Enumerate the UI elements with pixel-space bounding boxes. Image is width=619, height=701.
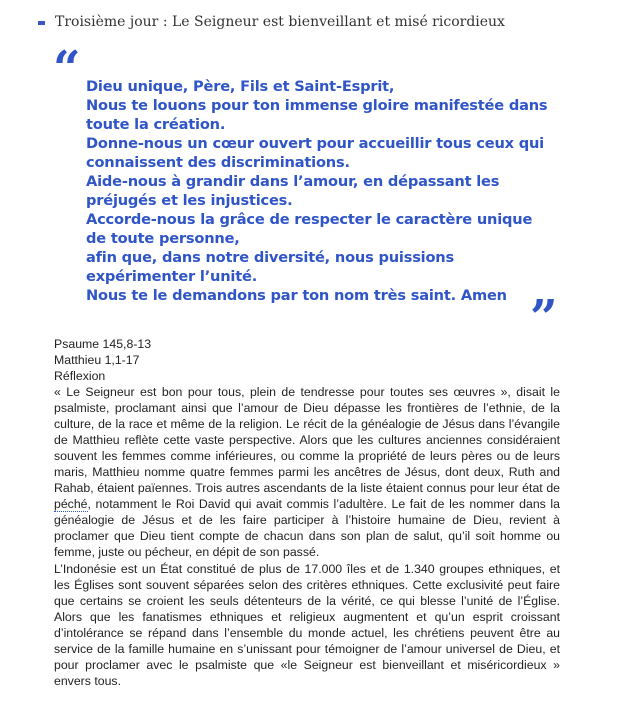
gospel-reference: Matthieu 1,1-17	[54, 353, 140, 367]
scripture-references	[54, 336, 151, 384]
open-quote-icon: “	[53, 41, 81, 97]
prayer-line: afin que, dans notre diversité, nous puissions	[86, 249, 454, 266]
prayer-line: de toute personne,	[86, 230, 240, 247]
prayer-line: Dieu unique, Père, Fils et Saint-Esprit,	[86, 78, 395, 95]
prayer-line: Accorde-nous la grâce de respecter le caractère unique	[86, 211, 533, 228]
prayer-line: Aide-nous à grandir dans l’amour, en dépassant les	[86, 173, 500, 190]
prayer-line: Nous te le demandons par ton nom très saint. Amen	[86, 287, 507, 304]
reflection-text: , notamment le Roi David qui avait commis l’adultère. Le fait de les nommer dans la généalogie de Jésus et de les faire participer à l’histoire humaine de Dieu, revient à proclamer que Dieu tient compte de chacun dans son plan de salut, qu’il soit homme ou femme, juste ou pécheur, en dépit de son passé.	[54, 497, 560, 560]
prayer-line: préjugés et les injustices.	[86, 192, 293, 209]
close-quote-icon: ”	[530, 290, 558, 346]
prayer-block	[86, 77, 548, 305]
glossary-link-peche[interactable]: péché	[54, 497, 88, 512]
reflection-paragraph: L’Indonésie est un État constitué de plus de 17.000 îles et de 1.340 groupes ethniques, et les Églises sont souvent séparées selon des critères ethniques. Cette exclusivité peut faire que certains se croient les seuls détenteurs de la vérité, ce qui blesse l’unité de l’Église. Alors que les fanatismes ethniques et religieux augmentent et qu’un esprit croissant d’intolérance se répand dans l’ensemble du monde actuel, les chrétiens peuvent être au service de la famille humaine en s’unissant pour témoigner de l’amour universel de Dieu, et pour proclamer avec le psalmiste que «le Seigneur est bienveillant et miséricordieux » envers tous.	[54, 561, 560, 688]
section-heading	[38, 12, 608, 32]
prayer-line: toute la création.	[86, 116, 226, 133]
reflection-label: Réflexion	[54, 369, 106, 383]
heading-bullet-icon	[38, 21, 45, 25]
prayer-line: connaissent des discriminations.	[86, 154, 350, 171]
reflection-body	[54, 384, 560, 689]
reflection-paragraph	[54, 384, 560, 561]
prayer-line: Donne-nous un cœur ouvert pour accueillir tous ceux qui	[86, 135, 544, 152]
prayer-line: Nous te louons pour ton immense gloire manifestée dans	[86, 97, 548, 114]
reflection-text: « Le Seigneur est bon pour tous, plein de tendresse pour toutes ses œuvres », disait le psalmiste, proclamant ainsi que l’amour de Dieu dépasse les frontières de l’ethnie, de la culture, de la race et même de la religion. Le récit de la généalogie de Jésus dans l’évangile de Matthieu reflète cette vaste perspective. Alors que les cultures anciennes considéraient souvent les femmes comme inférieures, ou comme la propriété de leurs pères ou de leurs maris, Matthieu nomme quatre femmes parmi les ancêtres de Jésus, dont deux, Ruth and Rahab, étaient païennes. Trois autres ascendants de la liste étaient connus pour leur état de	[54, 385, 560, 496]
psalm-reference: Psaume 145,8-13	[54, 337, 152, 351]
heading-title: Troisième jour : Le Seigneur est bienveillant et misé ricordieux	[55, 14, 505, 30]
prayer-line: expérimenter l’unité.	[86, 268, 258, 285]
